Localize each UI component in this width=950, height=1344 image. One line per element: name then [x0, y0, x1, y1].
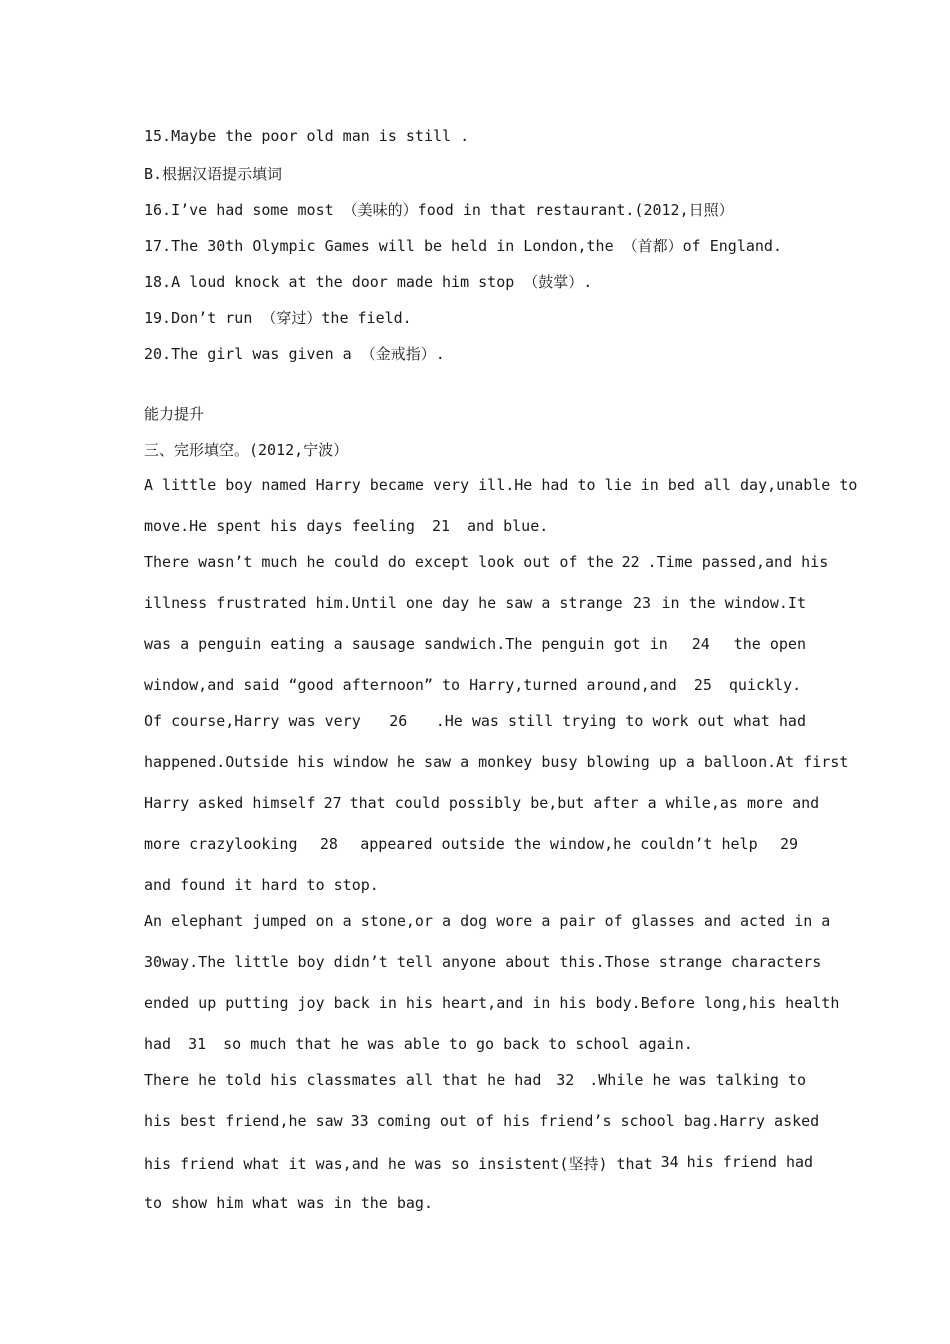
cloze-text: illness frustrated him.Until one day he saw a strange	[144, 594, 623, 612]
cloze-text: move.He spent his days feeling	[144, 517, 415, 535]
question-18: 18.A loud knock at the door made him stop （鼓掌）.	[144, 273, 593, 291]
cloze-line	[144, 953, 822, 971]
cloze-blank-21: 21	[431, 517, 450, 535]
cloze-text: so much that he was able to go back to school again.	[223, 1035, 693, 1053]
section-b-title: B.根据汉语提示填词	[144, 165, 283, 183]
cloze-line: and found it hard to stop.	[144, 876, 379, 894]
cloze-line	[144, 676, 801, 694]
cloze-text: .While he was talking to	[589, 1071, 806, 1089]
cloze-line: happened.Outside his window he saw a monkey busy blowing up a balloon.At first	[144, 753, 849, 771]
cloze-line	[144, 712, 806, 730]
cloze-blank-28: 28	[319, 835, 338, 853]
cloze-text: window,and said “good afternoon” to Harry,turned around,and	[144, 676, 677, 694]
cloze-text: quickly.	[728, 676, 802, 694]
cloze-line	[144, 1112, 820, 1130]
cloze-text: There he told his classmates all that he had	[144, 1071, 542, 1089]
cloze-text: in the window.It	[661, 594, 806, 612]
cloze-line	[144, 835, 806, 853]
question-19: 19.Don’t run （穿过）the field.	[144, 309, 412, 327]
cloze-text: appeared outside the window,he couldn’t help	[360, 835, 758, 853]
cloze-text: way.The little boy didn’t tell anyone about this.Those strange characters	[162, 953, 822, 971]
cloze-line: A little boy named Harry became very ill.He had to lie in bed all day,unable to	[144, 476, 858, 494]
question-20: 20.The girl was given a （金戒指）.	[144, 345, 445, 363]
cloze-text: There wasn’t much he could do except look out of the	[144, 553, 614, 571]
cloze-text: .He was still trying to work out what had	[435, 712, 806, 730]
cloze-line	[144, 1071, 806, 1089]
question-16: 16.I’ve had some most （美味的）food in that restaurant.(2012,日照）	[144, 201, 734, 219]
question-15: 15.Maybe the poor old man is still .	[144, 127, 470, 145]
cloze-blank-32: 32	[556, 1071, 575, 1089]
cloze-text: more crazylooking	[144, 835, 298, 853]
cloze-line	[144, 553, 829, 571]
cloze-blank-23: 23	[633, 594, 652, 612]
cloze-line	[144, 635, 806, 653]
cloze-text: Harry asked himself	[144, 794, 316, 812]
cloze-blank-26: 26	[389, 712, 408, 730]
ability-heading: 能力提升	[144, 405, 205, 423]
cloze-line	[144, 517, 548, 535]
cloze-line: ended up putting joy back in his heart,and in his body.Before long,his health	[144, 994, 840, 1012]
question-17: 17.The 30th Olympic Games will be held in London,the （首都）of England.	[144, 237, 782, 255]
cloze-text: Of course,Harry was very	[144, 712, 361, 730]
cloze-blank-33: 33	[350, 1112, 369, 1130]
cloze-text: the open	[733, 635, 806, 653]
cloze-text: that could possibly be,but after a while,as more and	[349, 794, 820, 812]
cloze-text: .Time passed,and his	[647, 553, 829, 571]
cloze-line	[144, 594, 806, 612]
cloze-text: his friend had	[686, 1153, 814, 1171]
cloze-section-title: 三、完形填空。(2012,宁波）	[144, 441, 349, 459]
cloze-blank-31: 31	[188, 1035, 207, 1053]
cloze-text: was a penguin eating a sausage sandwich.The penguin got in	[144, 635, 668, 653]
cloze-blank-30: 30	[144, 953, 163, 971]
cloze-line: to show him what was in the bag.	[144, 1194, 433, 1212]
cloze-blank-22: 22	[621, 553, 640, 571]
cloze-text: his friend what it was,and he was so insistent(坚持) that	[144, 1155, 653, 1173]
cloze-line	[144, 1153, 814, 1174]
cloze-blank-27: 27	[323, 794, 342, 812]
cloze-line: An elephant jumped on a stone,or a dog wore a pair of glasses and acted in a	[144, 912, 831, 930]
cloze-text: and blue.	[467, 517, 549, 535]
cloze-blank-29: 29	[779, 835, 798, 853]
cloze-line	[144, 794, 820, 812]
cloze-blank-34: 34	[660, 1153, 679, 1171]
cloze-text: had	[144, 1035, 172, 1053]
cloze-line	[144, 1035, 693, 1053]
cloze-blank-24: 24	[691, 635, 710, 653]
cloze-text: coming out of his friend’s school bag.Harry asked	[376, 1112, 820, 1130]
cloze-blank-25: 25	[693, 676, 712, 694]
cloze-text: his best friend,he saw	[144, 1112, 343, 1130]
